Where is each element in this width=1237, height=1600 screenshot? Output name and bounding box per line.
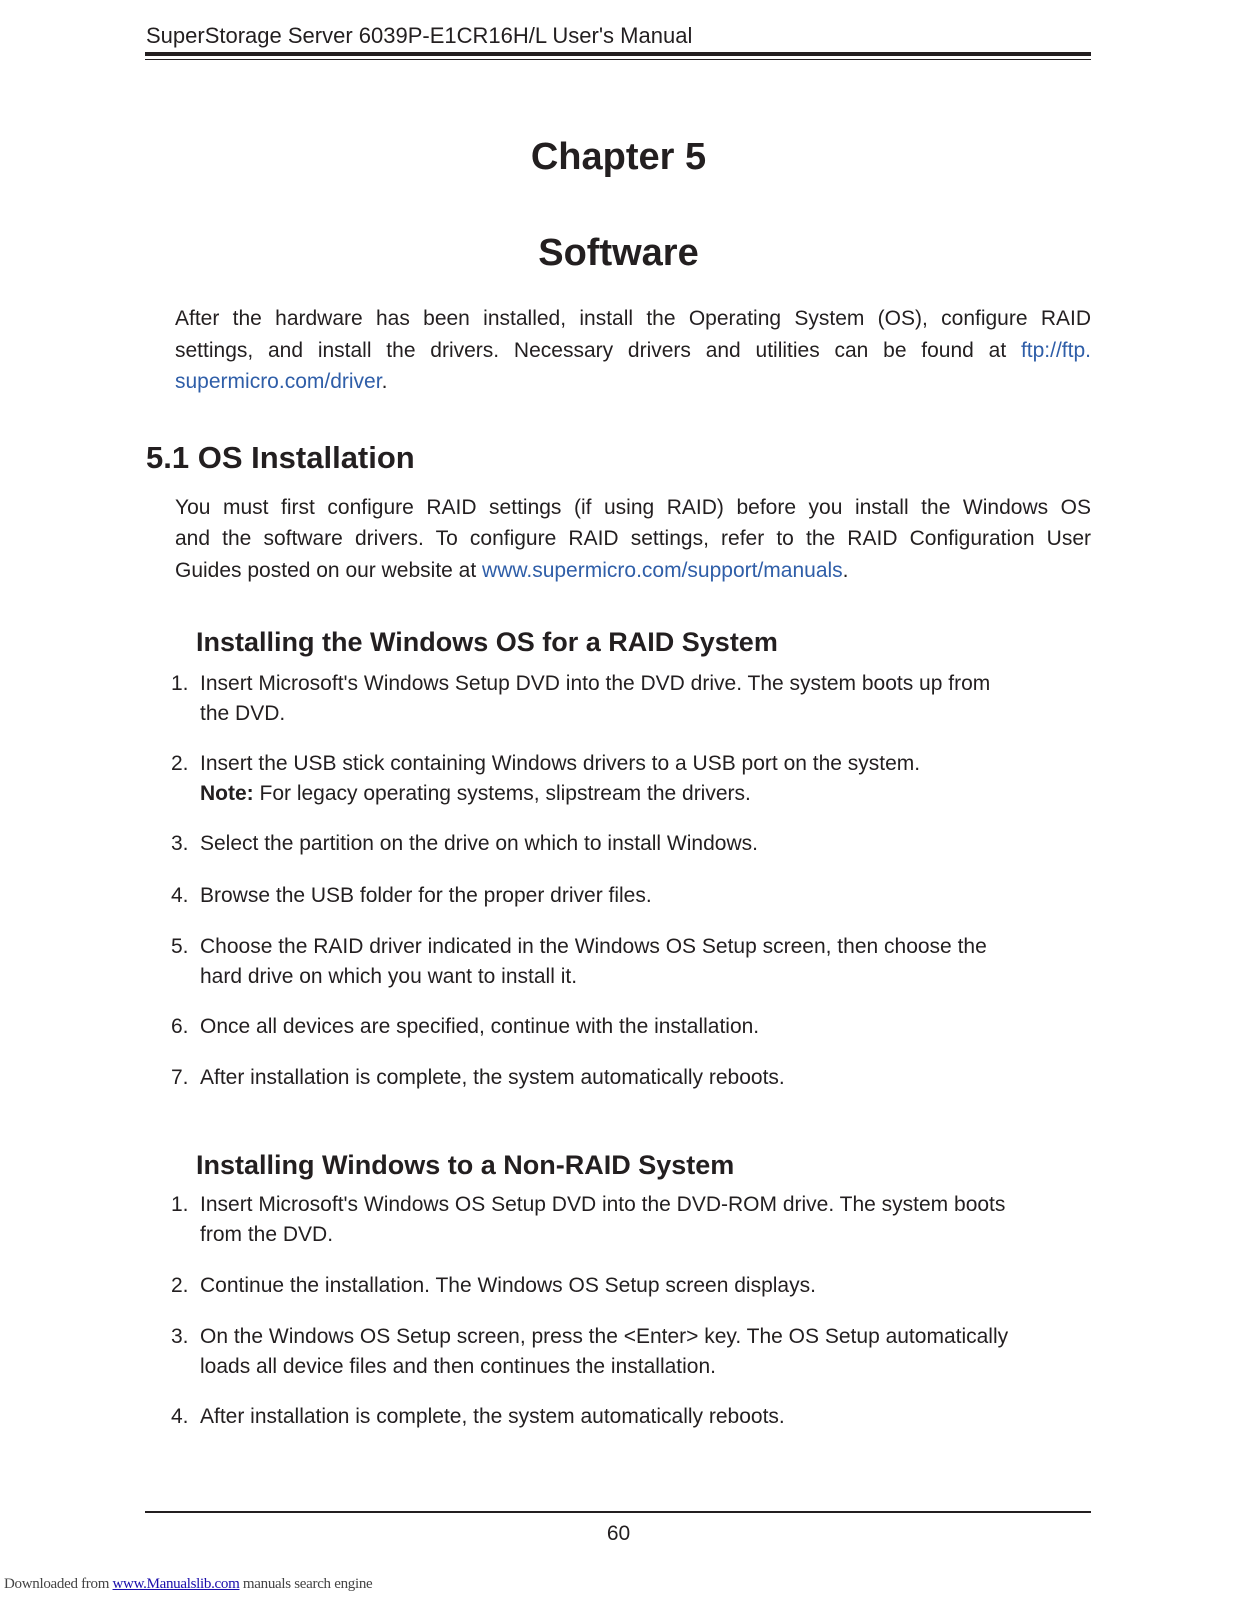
intro-line-3 — [175, 366, 1091, 398]
download-suffix: manuals search engine — [239, 1576, 373, 1592]
step-number: 3. — [171, 832, 189, 855]
download-prefix: Downloaded from — [4, 1576, 113, 1592]
step-text: Insert Microsoft's Windows OS Setup DVD into the DVD-ROM drive. The system boots — [200, 1193, 1006, 1216]
intro-line-1: After the hardware has been installed, install the Operating System (OS), configure RAID — [175, 307, 1091, 330]
list-item — [171, 829, 1091, 859]
download-banner — [4, 1576, 372, 1593]
driver-ftp-link-cont[interactable]: supermicro.com/driver — [175, 370, 382, 393]
manuals-link[interactable]: www.supermicro.com/support/manuals — [482, 559, 843, 582]
step-text: Browse the USB folder for the proper driver files. — [200, 884, 652, 907]
list-item — [171, 1063, 1091, 1093]
step-text: After installation is complete, the system automatically reboots. — [200, 1405, 785, 1428]
section-line-1: You must first configure RAID settings (if using RAID) before you install the Windows OS — [175, 496, 1091, 519]
list-item — [171, 669, 1091, 729]
step-number: 7. — [171, 1066, 189, 1089]
step-number: 2. — [171, 752, 189, 775]
note-text: For legacy operating systems, slipstream the drivers. — [253, 782, 751, 805]
step-number: 3. — [171, 1325, 189, 1348]
manual-title: SuperStorage Server 6039P-E1CR16H/L User's Manual — [146, 23, 693, 48]
section-line-3-end: . — [842, 559, 849, 582]
section-line-3 — [175, 555, 1091, 587]
intro-line-2-text: settings, and install the drivers. Necessary drivers and utilities can be found at — [175, 339, 1007, 362]
list-item — [171, 881, 1091, 911]
step-text: On the Windows OS Setup screen, press the <Enter> key. The OS Setup automatically — [200, 1325, 1009, 1348]
list-item — [171, 1322, 1091, 1382]
raid-heading: Installing the Windows OS for a RAID System — [196, 627, 778, 657]
list-item — [171, 932, 1091, 992]
section-line-2: and the software drivers. To configure RAID settings, refer to the RAID Configuration User — [175, 527, 1091, 550]
driver-ftp-link[interactable]: ftp://ftp. — [1020, 339, 1091, 362]
list-item — [171, 1402, 1091, 1432]
step-text-cont: loads all device files and then continues the installation. — [200, 1355, 716, 1378]
chapter-title: Software — [538, 232, 699, 274]
step-number: 4. — [171, 884, 189, 907]
step-text: Insert Microsoft's Windows Setup DVD into the DVD drive. The system boots up from — [200, 672, 991, 695]
intro-line-2 — [175, 335, 1091, 367]
intro-line-3-end: . — [381, 370, 388, 393]
list-item — [171, 1271, 1091, 1301]
step-number: 4. — [171, 1405, 189, 1428]
manualslib-link[interactable]: www.Manualslib.com — [112, 1576, 240, 1592]
header-rule-thin — [145, 59, 1091, 60]
footer-rule — [145, 1511, 1091, 1513]
step-text: Select the partition on the drive on which to install Windows. — [200, 832, 758, 855]
step-text-cont: hard drive on which you want to install it. — [200, 965, 578, 988]
step-number: 6. — [171, 1015, 189, 1038]
step-text: Insert the USB stick containing Windows drivers to a USB port on the system. — [200, 752, 921, 775]
step-number: 1. — [171, 1193, 189, 1216]
step-number: 1. — [171, 672, 189, 695]
section-line-3-text: Guides posted on our website at — [175, 559, 483, 582]
step-number: 2. — [171, 1274, 189, 1297]
nonraid-heading: Installing Windows to a Non-RAID System — [196, 1150, 735, 1180]
list-item — [171, 1190, 1091, 1250]
list-item — [171, 1012, 1091, 1042]
step-text: Choose the RAID driver indicated in the Windows OS Setup screen, then choose the — [200, 935, 987, 958]
note-label: Note: — [200, 782, 254, 805]
step-number: 5. — [171, 935, 189, 958]
list-item — [171, 749, 1091, 809]
step-text: Continue the installation. The Windows OS Setup screen displays. — [200, 1274, 816, 1297]
section-heading: 5.1 OS Installation — [146, 440, 415, 475]
page-number: 60 — [606, 1522, 631, 1545]
step-text-cont: from the DVD. — [200, 1223, 334, 1246]
header-rule-thick — [145, 52, 1091, 56]
step-note — [200, 779, 1091, 809]
chapter-number: Chapter 5 — [530, 136, 707, 178]
step-text: Once all devices are specified, continue with the installation. — [200, 1015, 760, 1038]
step-text: After installation is complete, the system automatically reboots. — [200, 1066, 785, 1089]
step-text-cont: the DVD. — [200, 702, 286, 725]
